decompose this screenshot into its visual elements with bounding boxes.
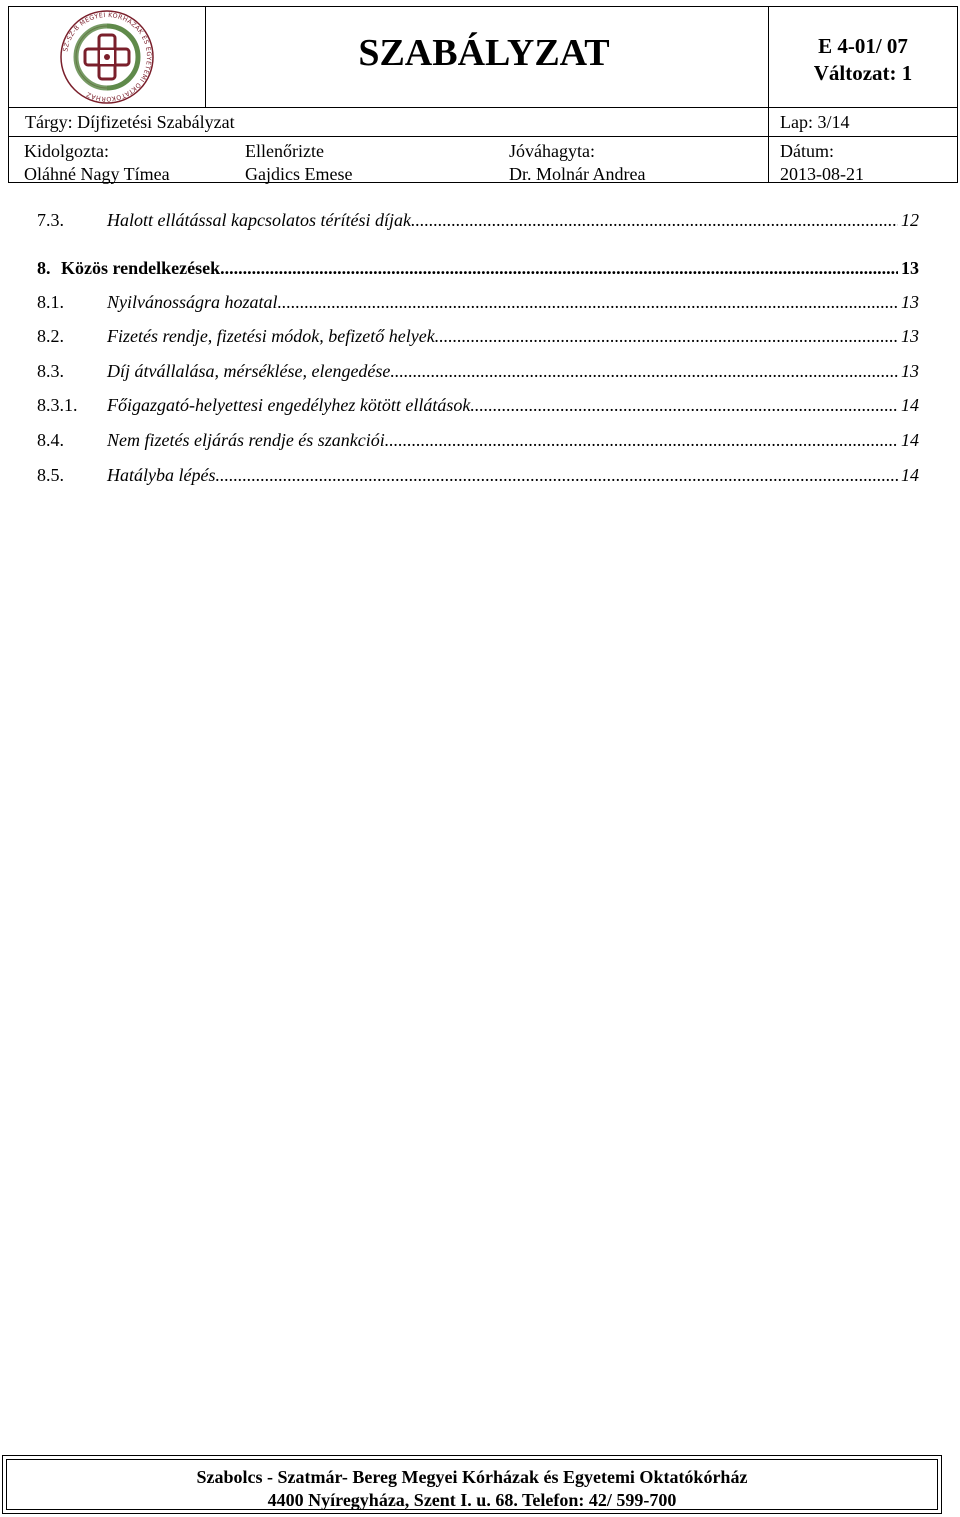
logo-cell bbox=[9, 7, 206, 108]
toc-page: 13 bbox=[901, 292, 919, 312]
signature-label: Jóváhagyta: bbox=[509, 141, 595, 161]
toc-page: 14 bbox=[901, 465, 919, 485]
toc-number: 8. bbox=[37, 258, 51, 278]
toc-leader bbox=[411, 210, 898, 231]
document-version: Változat: 1 bbox=[813, 61, 913, 85]
toc-leader bbox=[470, 395, 898, 416]
toc-title: Díj átvállalása, mérséklése, elengedése bbox=[107, 361, 391, 381]
toc-title: Közös rendelkezések bbox=[61, 258, 221, 278]
toc-page: 13 bbox=[901, 258, 919, 278]
toc-number: 8.3.1. bbox=[37, 395, 78, 415]
toc-title: Fizetés rendje, fizetési módok, befizető helyek bbox=[107, 326, 435, 346]
signature-label: Dátum: bbox=[780, 141, 834, 161]
toc-title: Nyilvánosságra hozatal bbox=[107, 292, 278, 312]
signature-date bbox=[769, 137, 957, 182]
signature-label: Ellenőrizte bbox=[245, 141, 324, 161]
toc-page: 13 bbox=[901, 361, 919, 381]
toc-page: 13 bbox=[901, 326, 919, 346]
toc-page: 14 bbox=[901, 430, 919, 450]
toc-leader bbox=[435, 326, 898, 347]
toc-page: 12 bbox=[901, 210, 919, 230]
toc-leader bbox=[390, 361, 898, 382]
document-header bbox=[8, 6, 958, 183]
signature-name: Gajdics Emese bbox=[245, 164, 353, 184]
document-code: E 4-01/ 07 bbox=[818, 34, 908, 58]
footer-box bbox=[6, 1459, 938, 1510]
toc-leader bbox=[220, 258, 898, 279]
toc-entry[interactable] bbox=[37, 395, 919, 419]
toc-entry[interactable] bbox=[37, 258, 919, 282]
signature-name: 2013-08-21 bbox=[780, 164, 864, 184]
toc-number: 7.3. bbox=[37, 210, 64, 230]
signature-approved bbox=[494, 137, 769, 182]
toc-entry[interactable] bbox=[37, 465, 919, 489]
page-number: Lap: 3/14 bbox=[769, 108, 957, 137]
toc-number: 8.1. bbox=[37, 292, 64, 312]
document-footer bbox=[2, 1455, 942, 1514]
document-subject: Tárgy: Díjfizetési Szabályzat bbox=[9, 108, 769, 137]
toc-number: 8.2. bbox=[37, 326, 64, 346]
toc-entry[interactable] bbox=[37, 292, 919, 316]
toc-title: Halott ellátással kapcsolatos térítési díjak bbox=[107, 210, 411, 230]
toc-title: Nem fizetés eljárás rendje és szankciói bbox=[107, 430, 385, 450]
toc-number: 8.5. bbox=[37, 465, 64, 485]
toc-number: 8.3. bbox=[37, 361, 64, 381]
logo-ring-text: SZ-SZ-B MEGYEI KÓRHÁZAK ÉS EGYETEMI OKTATÓKÓRHÁZ bbox=[62, 11, 153, 103]
toc-leader bbox=[278, 292, 898, 313]
toc-entry[interactable] bbox=[37, 430, 919, 454]
signature-label: Kidolgozta: bbox=[24, 141, 109, 161]
toc-entry[interactable] bbox=[37, 326, 919, 350]
title-cell bbox=[206, 7, 769, 108]
code-cell bbox=[769, 7, 957, 108]
signature-prepared bbox=[9, 137, 230, 182]
signature-name: Dr. Molnár Andrea bbox=[509, 164, 646, 184]
toc-page: 14 bbox=[901, 395, 919, 415]
toc-number: 8.4. bbox=[37, 430, 64, 450]
toc-leader bbox=[215, 465, 898, 486]
signature-name: Oláhné Nagy Tímea bbox=[24, 164, 170, 184]
hospital-logo bbox=[9, 7, 205, 107]
toc-leader bbox=[385, 430, 898, 451]
footer-institution: Szabolcs - Szatmár- Bereg Megyei Kórházak és Egyetemi Oktatókórház bbox=[196, 1467, 748, 1487]
footer-address: 4400 Nyíregyháza, Szent I. u. 68. Telefon: 42/ 599-700 bbox=[267, 1490, 677, 1510]
signature-checked bbox=[230, 137, 494, 182]
document-title: SZABÁLYZAT bbox=[358, 32, 610, 74]
toc-title: Főigazgató-helyettesi engedélyhez kötött ellátások bbox=[107, 395, 471, 415]
toc-title: Hatályba lépés bbox=[107, 465, 216, 485]
toc-entry[interactable] bbox=[37, 361, 919, 385]
toc-entry[interactable] bbox=[37, 210, 919, 234]
